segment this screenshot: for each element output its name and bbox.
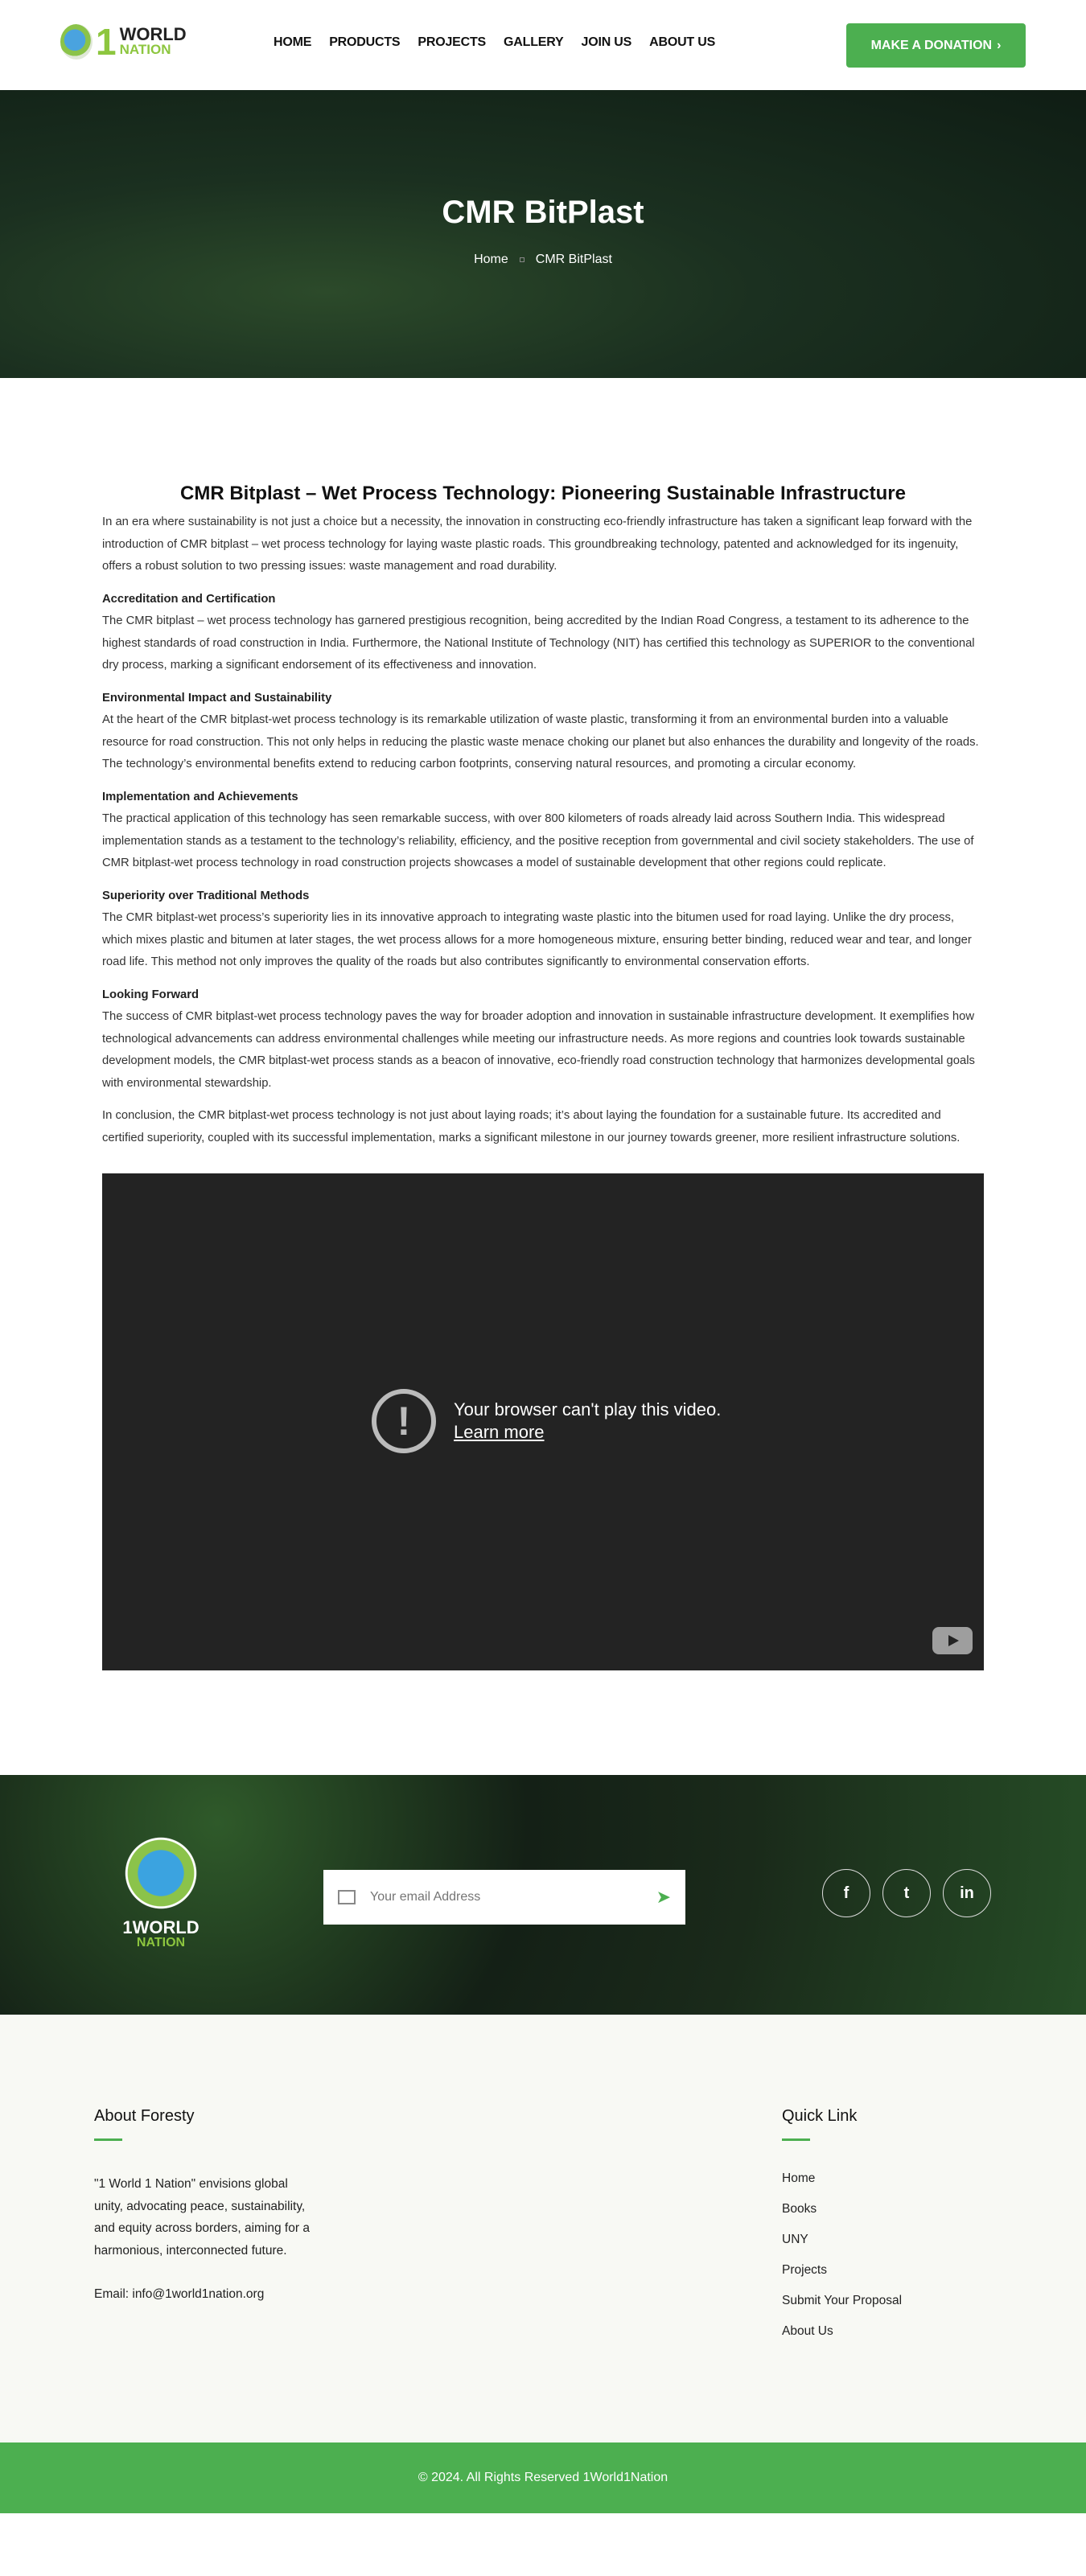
nav-join-us[interactable]: JOIN US [581,35,632,49]
nav-home[interactable]: HOME [274,35,312,49]
video-error-message: Your browser can't play this video. [454,1399,722,1419]
nav-projects[interactable]: PROJECTS [418,35,487,49]
contact-email[interactable]: Email: info@1world1nation.org [94,2287,265,2301]
copyright: © 2024. All Rights Reserved 1World1Nation [0,2442,1086,2513]
footer-logo-world: 1WORLD [122,1917,200,1937]
breadcrumb-separator-icon [520,257,524,262]
section-text: At the heart of the CMR bitplast-wet process technology is its remarkable utilization of waste plastic, transforming it from an environmental burden into a valuable resource for road construction. This not only helps in reducing the plastic waste menace choking our planet but also enhances the durability and longevity of the roads. The technology’s environmental benefits extend to reducing carbon footprints, conserving natural resources, and promoting a circular economy. [102,713,979,770]
footer-link-about-us[interactable]: About Us [782,2324,833,2338]
email-input[interactable] [370,1890,656,1904]
video-player[interactable] [102,1173,984,1670]
donate-button[interactable] [846,23,1026,68]
youtube-icon[interactable] [932,1627,973,1654]
article [0,378,1086,1670]
about-column [94,2107,311,2306]
breadcrumb-home[interactable]: Home [474,253,508,266]
section-text: The success of CMR bitplast-wet process technology paves the way for broader adoption and innovation in sustainable infrastructure development. It exemplifies how technological advancements can address environmental challenges while meeting our infrastructure needs. As more regions and countries look towards sustainable development models, the CMR bitplast-wet process stands as a beacon of innovative, eco-friendly road construction technology that harmonizes developmental goals with environmental stewardship. [102,1010,975,1090]
error-icon: ! [372,1389,436,1453]
footer-link-submit-proposal[interactable]: Submit Your Proposal [782,2294,903,2307]
footer-link-projects[interactable]: Projects [782,2263,827,2277]
newsletter-band [0,1775,1086,2015]
globe-logo-icon [121,1833,201,1913]
site-header [0,0,1086,90]
nav-products[interactable]: PRODUCTS [329,35,401,49]
quick-links-heading: Quick Link [782,2107,858,2125]
footer-link-home[interactable]: Home [782,2171,816,2185]
section-heading: Looking Forward [102,988,200,1001]
learn-more-link[interactable]: Learn more [454,1422,545,1442]
section-heading: Superiority over Traditional Methods [102,889,310,902]
newsletter-form [323,1870,685,1925]
section-heading: Implementation and Achievements [102,790,298,803]
envelope-icon [338,1890,356,1904]
social-links [822,1869,991,1917]
heading-underline [94,2138,122,2141]
section-text: The practical application of this technology has seen remarkable success, with over 800 kilometers of roads already laid across Southern India. This widespread implementation stands as a testament to the technology’s reliability, efficiency, and the positive reception from governmental and civil society stakeholders. The use of CMR bitplast-wet process technology in road construction projects showcases a model of sustainable development that other regions could replicate. [102,812,974,869]
footer-link-books[interactable]: Books [782,2202,817,2216]
nav-about-us[interactable]: ABOUT US [649,35,716,49]
page-title: CMR BitPlast [442,195,644,230]
footer-link-uny[interactable]: UNY [782,2233,808,2246]
about-heading: About Foresty [94,2107,195,2125]
article-title: CMR Bitplast – Wet Process Technology: Pioneering Sustainable Infrastructure [180,483,906,504]
quick-links-column [782,2107,902,2347]
article-conclusion: In conclusion, the CMR bitplast-wet process technology is not just about laying roads; it’s about laying the foundation for a sustainable future. Its accredited and certified superiority, coupled with its successful implementation, marks a significant milestone in our journey towards greener, more resilient infrastructure solutions. [102,1109,961,1144]
logo-one: 1 [96,21,117,63]
globe-logo-icon [60,24,93,60]
breadcrumb-current: CMR BitPlast [535,253,612,266]
article-intro: In an era where sustainability is not just a choice but a necessity, the innovation in constructing eco-friendly infrastructure has taken a significant leap forward with the introduction of CMR bitplast – wet process technology for laying waste plastic roads. This groundbreaking technology, patented and acknowledged for its ingenuity, offers a robust solution to two pressing issues: waste management and road durability. [102,516,973,573]
section-heading: Accreditation and Certification [102,592,276,606]
main-nav [274,35,715,50]
twitter-icon[interactable]: t [882,1869,931,1917]
logo-nation: NATION [119,42,171,57]
heading-underline [782,2138,810,2141]
send-icon[interactable]: ➤ [656,1887,671,1907]
donate-label: MAKE A DONATION [870,38,993,52]
section-heading: Environmental Impact and Sustainability [102,691,332,705]
about-text: "1 World 1 Nation" envisions global unity, advocating peace, sustainability, and equity across borders, aiming for a harmonious, interconnected future. [94,2177,310,2258]
logo-world: WORLD [119,24,187,44]
page-hero [0,90,1086,378]
logo[interactable] [60,21,187,63]
section-text: The CMR bitplast – wet process technology has garnered prestigious recognition, being accredited by the Indian Road Congress, a testament to its adherence to the highest standards of road construction in India. Furthermore, the National Institute of Technology (NIT) has certified this technology as SUPERIOR to the conventional dry process, marking a significant endorsement of its effectiveness and innovation. [102,614,975,672]
breadcrumb [0,253,1086,267]
section-text: The CMR bitplast-wet process’s superiority lies in its innovative approach to integrating waste plastic into the bitumen used for road laying. Unlike the dry process, which mixes plastic and bitumen at later stages, the wet process allows for a more homogeneous mixture, ensuring better binding, reduced wear and tear, and longer road life. This method not only improves the quality of the roads but also contributes significantly to environmental conservation efforts. [102,911,972,968]
facebook-icon[interactable]: f [822,1869,870,1917]
nav-gallery[interactable]: GALLERY [504,35,564,49]
site-footer [0,2015,1086,2442]
chevron-right-icon: › [997,38,1002,52]
footer-logo-nation: NATION [136,1936,186,1949]
footer-logo[interactable] [117,1833,205,1950]
linkedin-icon[interactable]: in [943,1869,991,1917]
